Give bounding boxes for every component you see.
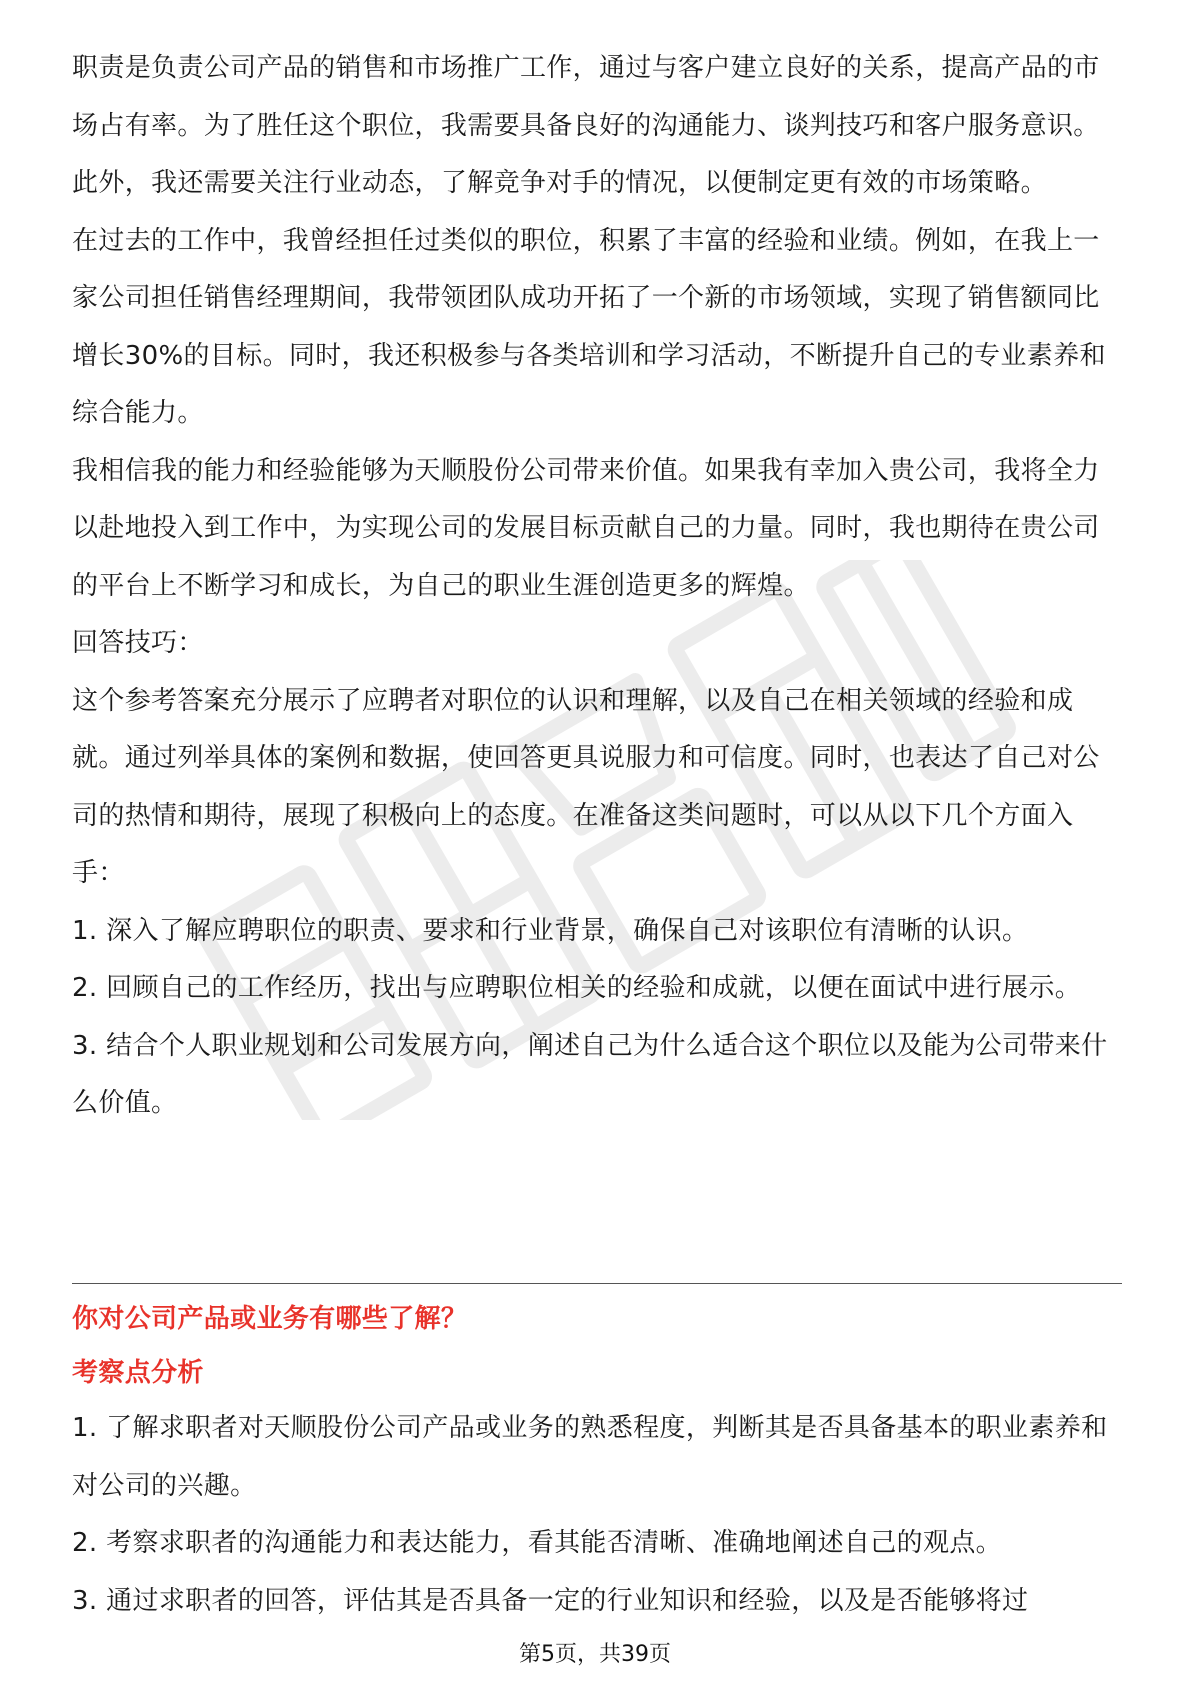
question-title: 你对公司产品或业务有哪些了解？ bbox=[72, 1304, 468, 1334]
list-item-analysis-1: 1. 了解求职者对天顺股份公司产品或业务的熟悉程度，判断其是否具备基本的职业素养和对公司的兴趣。 bbox=[72, 1413, 1108, 1501]
analysis-heading: 考察点分析 bbox=[72, 1358, 204, 1388]
paragraph-job-responsibility: 职责是负责公司产品的销售和市场推广工作，通过与客户建立良好的关系，提高产品的市场占有率。为了胜任这个职位，我需要具备良好的沟通能力、谈判技巧和客户服务意识。此外，我还需要关注行业动态，了解竞争对手的情况，以便制定更有效的市场策略。 bbox=[72, 53, 1100, 198]
answer-tips-heading: 回答技巧： bbox=[72, 628, 204, 658]
list-item-tip-1: 1. 深入了解应聘职位的职责、要求和行业背景，确保自己对该职位有清晰的认识。 bbox=[72, 915, 1029, 946]
question-section bbox=[72, 1292, 1122, 1630]
answer-body bbox=[72, 40, 1122, 1133]
section-divider bbox=[72, 1283, 1122, 1284]
list-item-analysis-3: 3. 通过求职者的回答，评估其是否具备一定的行业知识和经验，以及是否能够将过 bbox=[72, 1585, 1029, 1616]
paragraph-value-statement: 我相信我的能力和经验能够为天顺股份公司带来价值。如果我有幸加入贵公司，我将全力以赴地投入到工作中，为实现公司的发展目标贡献自己的力量。同时，我也期待在贵公司的平台上不断学习和成长，为自己的职业生涯创造更多的辉煌。 bbox=[72, 455, 1100, 601]
page-number: 第5页，共39页 bbox=[519, 1642, 671, 1667]
list-item-tip-3: 3. 结合个人职业规划和公司发展方向，阐述自己为什么适合这个职位以及能为公司带来什么价值。 bbox=[72, 1030, 1108, 1118]
list-item-analysis-2: 2. 考察求职者的沟通能力和表达能力，看其能否清晰、准确地阐述自己的观点。 bbox=[72, 1528, 1003, 1558]
paragraph-past-experience: 在过去的工作中，我曾经担任过类似的职位，积累了丰富的经验和业绩。例如，在我上一家公司担任销售经理期间，我带领团队成功开拓了一个新的市场领域，实现了销售额同比增长30%的目标。同时，我还积极参与各类培训和学习活动，不断提升自己的专业素养和综合能力。 bbox=[72, 225, 1106, 428]
paragraph-tips-summary: 这个参考答案充分展示了应聘者对职位的认识和理解，以及自己在相关领域的经验和成就。通过列举具体的案例和数据，使回答更具说服力和可信度。同时，也表达了自己对公司的热情和期待，展现了积极向上的态度。在准备这类问题时，可以从以下几个方面入手： bbox=[72, 685, 1100, 888]
list-item-tip-2: 2. 回顾自己的工作经历，找出与应聘职位相关的经验和成就，以便在面试中进行展示。 bbox=[72, 973, 1082, 1003]
